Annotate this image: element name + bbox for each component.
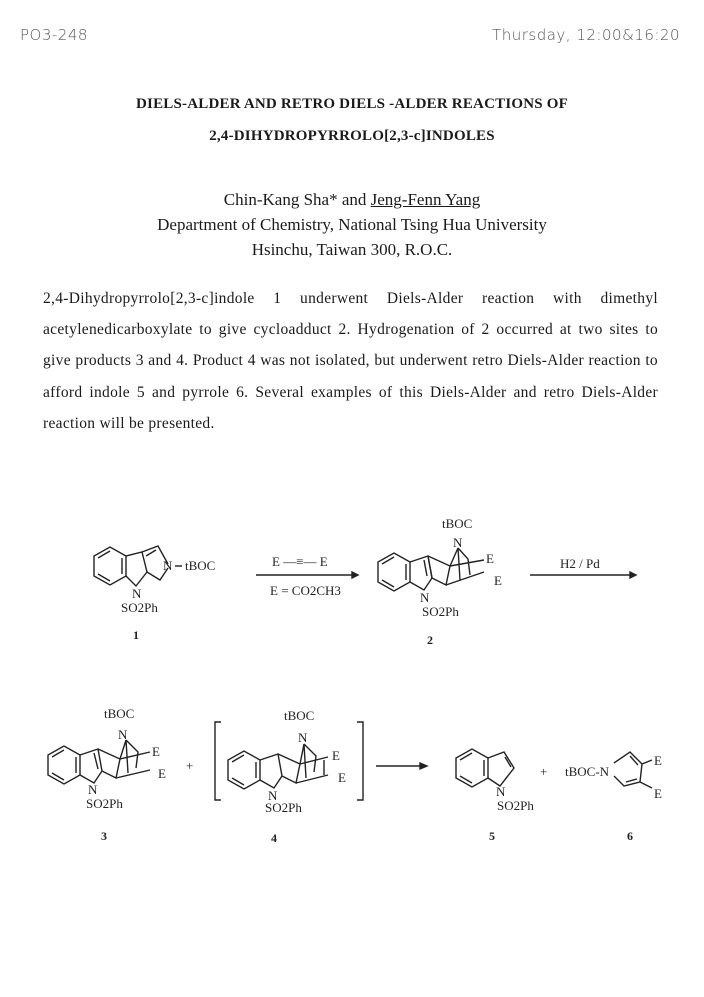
n-atom: N [496, 784, 506, 799]
compound-2-structure [378, 516, 502, 647]
author-1: Chin-Kang Sha* [223, 190, 338, 209]
ester-e: E [152, 744, 160, 759]
poster-id: PO3-248 [20, 26, 88, 44]
and-text: and [341, 190, 367, 209]
address: Hsinchu, Taiwan 300, R.O.C. [251, 240, 453, 259]
reaction-arrow-3 [376, 763, 427, 769]
plus-sign: + [186, 758, 194, 773]
schedule: Thursday, 12:00&16:20 [492, 26, 680, 44]
compound-label-1: 1 [133, 628, 139, 642]
abstract-text: 2,4-Dihydropyrrolo[2,3-c]indole 1 underwent Diels-Alder reaction with dimethyl acetylenedicarboxylate to give cycloadduct 2. Hydrogenation of 2 occurred at two sites to give products 3 and 4. Product 4 was not isolated, but underwent retro Diels-Alder reaction to afford indole 5 and pyrrole 6. Several examples of this Diels-Alder and retro Diels-Alder reaction will be presented. [43, 290, 658, 432]
so2ph-label: SO2Ph [86, 796, 123, 811]
tboc-label: tBOC [442, 516, 473, 531]
hydrogenation-conditions: H2 / Pd [560, 556, 600, 571]
compound-1-structure [94, 546, 215, 642]
author-2: Jeng-Fenn Yang [370, 190, 481, 209]
title-line-2: 2,4-DIHYDROPYRROLO[2,3-c]INDOLES [209, 128, 495, 144]
ester-e: E [338, 770, 346, 785]
compound-5-structure [456, 749, 534, 843]
tboc-n-label: tBOC-N [565, 764, 610, 779]
plus-sign: + [540, 764, 548, 779]
compound-6-structure [565, 752, 662, 843]
affiliation: Department of Chemistry, National Tsing Hua University [157, 215, 547, 234]
n-atom: N [88, 782, 98, 797]
compound-label-5: 5 [489, 829, 495, 843]
compound-4-structure [215, 708, 363, 845]
n-atom: N [268, 788, 278, 803]
compound-3-structure [48, 706, 166, 843]
tboc-label: tBOC [284, 708, 315, 723]
so2ph-label: SO2Ph [265, 800, 302, 815]
tboc-label: tBOC [185, 558, 216, 573]
compound-label-2: 2 [427, 633, 433, 647]
reagent: E —≡— E [272, 554, 328, 569]
n-atom: N [420, 590, 430, 605]
tboc-label: tBOC [104, 706, 135, 721]
ester-e: E [332, 748, 340, 763]
reagent-note: E = CO2CH3 [270, 583, 341, 598]
ester-e: E [158, 766, 166, 781]
reaction-arrow-2 [530, 556, 636, 578]
reaction-arrow-1 [256, 554, 358, 598]
title-line-1: DIELS-ALDER AND RETRO DIELS -ALDER REACTIONS OF [136, 96, 568, 112]
ester-e: E [654, 753, 662, 768]
so2ph-label: SO2Ph [497, 798, 534, 813]
ester-e: E [486, 551, 494, 566]
n-atom: N [163, 558, 173, 573]
n-atom: N [118, 727, 128, 742]
so2ph-label: SO2Ph [422, 604, 459, 619]
compound-label-3: 3 [101, 829, 107, 843]
n-atom: N [453, 535, 463, 550]
ester-e: E [654, 786, 662, 801]
compound-label-4: 4 [271, 831, 277, 845]
so2ph-label: SO2Ph [121, 600, 158, 615]
ester-e: E [494, 573, 502, 588]
n-atom: N [132, 586, 142, 601]
compound-label-6: 6 [627, 829, 633, 843]
n-atom: N [298, 730, 308, 745]
